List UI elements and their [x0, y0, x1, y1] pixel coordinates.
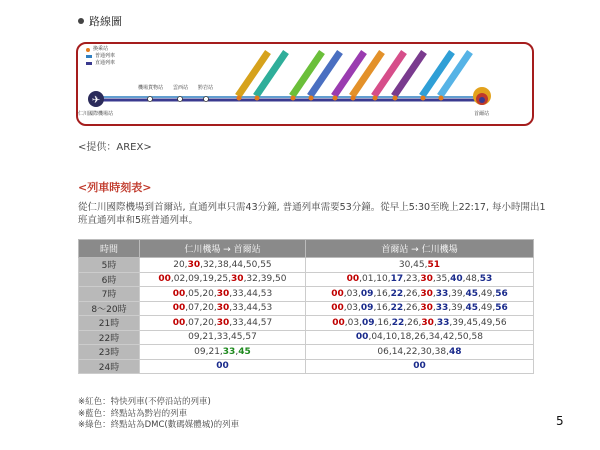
departures-to-seoul-cell: 09,21,33,45,57: [140, 330, 306, 345]
transfer-station-dot: [351, 96, 356, 101]
departures-to-seoul-cell: 00,07,20,30,33,44,57: [140, 316, 306, 331]
station-label: 首爾站: [474, 111, 490, 117]
legend-item: 直通列車: [86, 60, 115, 67]
route-map-title: 路線圖: [89, 15, 122, 28]
transfer-station-dot: [255, 96, 260, 101]
hour-cell: 22時: [79, 330, 140, 345]
transfer-station-dot: [309, 96, 314, 101]
hour-cell: 7時: [79, 287, 140, 302]
hour-cell: 8～20時: [79, 301, 140, 316]
hour-cell: 6時: [79, 272, 140, 287]
timetable: [78, 239, 534, 374]
station-dot: [148, 97, 153, 102]
column-header: 仁川機場 → 首爾站: [140, 240, 306, 258]
departures-to-seoul-cell: 00,02,09,19,25,30,32,39,50: [140, 272, 306, 287]
table-row: [79, 316, 534, 331]
departures-to-airport-cell: 00,01,10,17,23,30,35,40,48,53: [305, 272, 533, 287]
station-label: 雲西站: [173, 85, 189, 91]
route-map: [76, 42, 534, 126]
table-row: [79, 359, 534, 374]
note-blue: ※藍色：終點站為黔岩的列車: [78, 408, 188, 419]
departures-to-seoul-cell: 00: [140, 359, 306, 374]
transfer-station-dot: [373, 96, 378, 101]
column-header: 時間: [79, 240, 140, 258]
table-row: [79, 272, 534, 287]
transfer-station-dot: [291, 96, 296, 101]
station-dot: [204, 97, 209, 102]
column-header: 首爾站 → 仁川機場: [305, 240, 533, 258]
page-number: 5: [556, 414, 564, 428]
timetable-title: <列車時刻表>: [78, 181, 152, 194]
express-line-swatch: [86, 62, 92, 65]
departures-to-airport-cell: 06,14,22,30,38,48: [305, 345, 533, 360]
svg-text:✈: ✈: [91, 95, 101, 106]
transfer-dot-icon: [86, 48, 90, 52]
station-label: 黔岩站: [198, 85, 214, 91]
departures-to-airport-cell: 00,03,09,16,22,26,30,33,39,45,49,56: [305, 287, 533, 302]
timetable-description: 從仁川國際機場到首爾站, 直通列車只需43分鐘, 普通列車需要53分鐘。從早上5:30至晚上22:17, 每小時開出1班直通列車和5班普通列車。: [78, 202, 546, 226]
hour-cell: 24時: [79, 359, 140, 374]
transfer-station-dot: [421, 96, 426, 101]
departures-to-seoul-cell: 00,05,20,30,33,44,53: [140, 287, 306, 302]
transfer-station-dot: [333, 96, 338, 101]
station-dot: [178, 97, 183, 102]
local-line-swatch: [86, 55, 92, 58]
legend-item: 普通列車: [86, 53, 115, 60]
bullet-icon: [78, 18, 84, 24]
departures-to-airport-cell: 00,03,09,16,22,26,30,33,39,45,49,56: [305, 301, 533, 316]
transfer-station-dot: [439, 96, 444, 101]
legend-notes: [78, 397, 239, 432]
hour-cell: 21時: [79, 316, 140, 331]
table-row: [79, 345, 534, 360]
timetable-header-row: [79, 240, 534, 258]
departures-to-seoul-cell: 20,30,32,38,44,50,55: [140, 258, 306, 273]
station-label: 機場貨物站: [138, 85, 164, 91]
hour-cell: 23時: [79, 345, 140, 360]
departures-to-airport-cell: 00: [305, 359, 533, 374]
transfer-line-branches: [237, 52, 471, 101]
departures-to-seoul-cell: 09,21,33,45: [140, 345, 306, 360]
table-row: [79, 287, 534, 302]
hour-cell: 5時: [79, 258, 140, 273]
departures-to-airport-cell: 00,04,10,18,26,34,42,50,58: [305, 330, 533, 345]
table-row: [79, 301, 534, 316]
map-legend: [86, 46, 115, 67]
table-row: [79, 258, 534, 273]
station-label: 仁川國際機場站: [78, 111, 114, 117]
departures-to-airport-cell: 30,45,51: [305, 258, 533, 273]
table-row: [79, 330, 534, 345]
note-green: ※綠色：終點站為DMC(數碼媒體城)的列車: [78, 420, 240, 430]
route-map-heading: [78, 13, 122, 29]
transfer-station-dot: [393, 96, 398, 101]
transfer-station-dot: [237, 96, 242, 101]
map-credit: <提供：AREX>: [78, 142, 152, 153]
departures-to-seoul-cell: 00,07,20,30,33,44,53: [140, 301, 306, 316]
departures-to-airport-cell: 00,03,09,16,22,26,30,33,39,45,49,56: [305, 316, 533, 331]
note-red: ※紅色：特快列車(不停沿站的列車): [78, 397, 211, 407]
legend-item: 換乘站: [86, 46, 115, 53]
